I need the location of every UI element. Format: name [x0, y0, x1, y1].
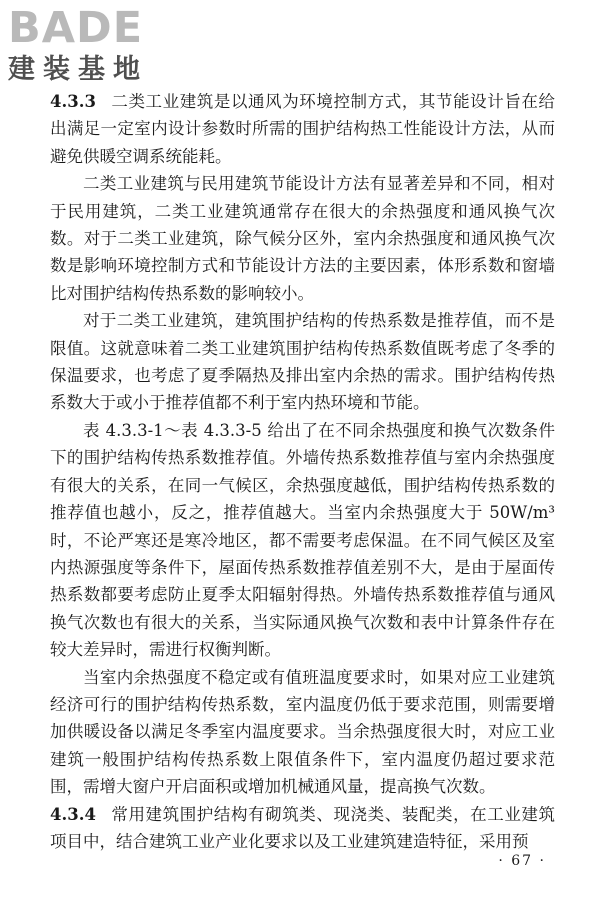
section-number: 4.3.4	[50, 804, 96, 824]
paragraph-text: 二类工业建筑是以通风为环境控制方式，其节能设计旨在给出满足一定室内设计参数时所需的围护结构热工性能设计方法，从而避免供暖空调系统能耗。	[50, 92, 555, 166]
section-4-3-3-paragraph-3: 对于二类工业建筑，建筑围护结构的传热系数是推荐值，而不是限值。这就意味着二类工业建筑围护结构传热系数值既考虑了冬季的保温要求，也考虑了夏季隔热及排出室内余热的需求。围护结构传热系数大于或小于推荐值都不利于室内热环境和节能。	[50, 311, 555, 413]
section-4-3-3-paragraph-4: 表 4.3.3-1～表 4.3.3-5 给出了在不同余热强度和换气次数条件下的围护结构传热系数推荐值。外墙传热系数推荐值与室内余热强度有很大的关系，在同一气候区，余热强度越低，围护结构传热系数的推荐值也越小，反之，推荐值越大。当室内余热强度大于 50W/m³时，不论严寒还是寒冷地区，都不需要考虑保温。在不同气候区及室内热源强度等条件下，屋面传热系数推荐值差别不大，是由于屋面传热系数都要考虑防止夏季太阳辐射得热。外墙传热系数推荐值与通风换气次数也有很大的关系，当实际通风换气次数和表中计算条件存在较大差异时，需进行权衡判断。	[50, 420, 555, 660]
section-4-3-4-paragraph-1	[50, 801, 555, 856]
logo-subtitle: 建装基地	[8, 54, 148, 85]
paragraph-text: 常用建筑围护结构有砌筑类、现浇类、装配类，在工业建筑项目中，结合建筑工业产业化要求以及工业建筑建造特征，采用预	[50, 804, 555, 851]
section-4-3-3-paragraph-2: 二类工业建筑与民用建筑节能设计方法有显著差异和不同，相对于民用建筑，二类工业建筑通常存在很大的余热强度和通风换气次数。对于二类工业建筑，除气候分区外，室内余热强度和通风换气次数是影响环境控制方式和节能设计方法的主要因素，体形系数和窗墙比对围护结构传热系数的影响较小。	[50, 174, 555, 303]
section-4-3-3-paragraph-5: 当室内余热强度不稳定或有值班温度要求时，如果对应工业建筑经济可行的围护结构传热系数，室内温度仍低于要求范围，则需要增加供暖设备以满足冬季室内温度要求。当余热强度很大时，对应工业建筑一般围护结构传热系数上限值条件下，室内温度仍超过要求范围，需增大窗户开启面积或增加机械通风量，提高换气次数。	[50, 667, 555, 797]
section-number: 4.3.3	[50, 92, 96, 111]
section-4-3-3-paragraph-1	[50, 88, 555, 170]
bade-logo	[8, 3, 183, 90]
page-number: · 67 ·	[498, 853, 546, 869]
document-body	[50, 88, 555, 855]
logo-brand: BADE	[8, 3, 144, 53]
